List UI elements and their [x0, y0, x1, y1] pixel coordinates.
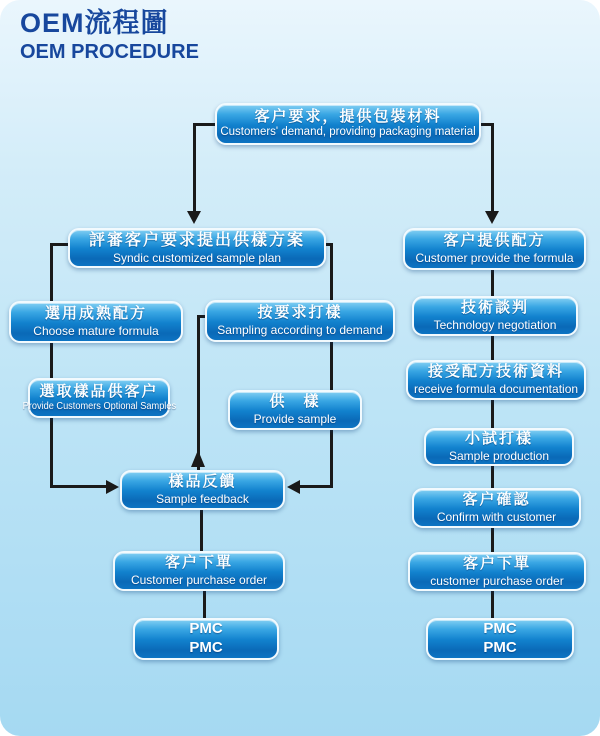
node-text-zh: 客户下單: [164, 554, 233, 572]
node-text-en: customer purchase order: [430, 573, 564, 588]
connector-line: [203, 591, 206, 619]
connector-line: [50, 243, 53, 488]
node-pmc-left: [133, 618, 279, 660]
node-text-line2: PMC: [483, 639, 517, 656]
connector-line: [200, 510, 203, 552]
connector-line: [491, 465, 494, 489]
node-text-en: Customer purchase order: [130, 573, 268, 588]
page-title-chinese: OEM流程圖: [20, 8, 169, 38]
connector-line: [491, 270, 494, 297]
connector-line: [491, 591, 494, 619]
page-title-english: OEM PROCEDURE: [20, 41, 199, 64]
node-text-en: receive formula documentation: [413, 382, 579, 397]
node-choose-formula: [9, 301, 183, 343]
node-text-zh: 按要求打樣: [257, 304, 343, 322]
arrowhead-down: [187, 211, 201, 224]
node-text-en: Syndic customized sample plan: [112, 250, 282, 265]
node-text-zh: 小試打樣: [464, 430, 533, 448]
node-sample-feedback: [120, 470, 285, 510]
node-text-en: Sampling according to demand: [217, 323, 383, 338]
node-text-en: Confirm with customer: [436, 510, 557, 525]
node-text-zh: 客户要求，提供包裝材料: [254, 107, 442, 125]
arrowhead-right: [106, 480, 119, 494]
node-text-zh: 客户確認: [462, 491, 531, 509]
node-text-zh: 技術談判: [460, 299, 529, 317]
node-text-en: Sample feedback: [156, 492, 249, 507]
node-text-en: Provide sample: [253, 412, 337, 427]
connector-line: [193, 123, 196, 212]
page-title: [20, 8, 199, 64]
connector-line: [491, 335, 494, 361]
node-text-zh: 評審客户要求提出供樣方案: [88, 231, 305, 249]
node-receive-docs: [406, 360, 586, 400]
node-text-en: Sample production: [448, 449, 550, 464]
node-text-zh: 接受配方技術資料: [427, 363, 564, 381]
node-syndic-plan: [68, 228, 326, 268]
node-optional-samples: [22, 378, 176, 418]
node-sampling-demand: [205, 300, 395, 342]
node-text-en: Technology negotiation: [433, 318, 557, 333]
connector-line: [330, 243, 333, 488]
node-provide-sample: [228, 390, 362, 430]
node-provide-formula: [403, 228, 586, 270]
node-text-zh: 選取樣品供客户: [39, 382, 159, 400]
arrowhead-up: [191, 450, 205, 467]
node-sample-production: [424, 428, 574, 466]
arrowhead-left: [287, 480, 300, 494]
node-text-line1: PMC: [483, 620, 517, 638]
node-text-zh: 樣品反饋: [168, 473, 237, 491]
node-text-line1: PMC: [189, 620, 223, 638]
node-text-en: Customer provide the formula: [415, 251, 574, 266]
connector-line: [491, 528, 494, 553]
connector-line: [193, 123, 217, 126]
node-text-en: Choose mature formula: [33, 324, 159, 339]
node-text-zh: 選用成熟配方: [44, 305, 147, 323]
node-confirm-customer: [412, 488, 581, 528]
arrowhead-down: [485, 211, 499, 224]
connector-line: [50, 243, 70, 246]
connector-line: [197, 315, 200, 470]
node-order-right: [408, 552, 586, 591]
connector-line: [491, 400, 494, 429]
node-customer-demand: [215, 103, 481, 145]
connector-line: [491, 123, 494, 212]
connector-line: [50, 485, 110, 488]
node-text-zh: 供 樣: [269, 393, 321, 411]
node-order-left: [113, 551, 285, 591]
connector-line: [297, 485, 333, 488]
node-text-line2: PMC: [189, 639, 223, 656]
node-text-en: Customers' demand, providing packaging material: [220, 126, 476, 139]
node-pmc-right: [426, 618, 574, 660]
node-text-en: Provide Customers Optional Samples: [22, 401, 176, 413]
node-text-zh: 客户提供配方: [443, 232, 546, 250]
node-tech-negotiation: [412, 296, 578, 336]
node-text-zh: 客户下單: [462, 554, 531, 572]
